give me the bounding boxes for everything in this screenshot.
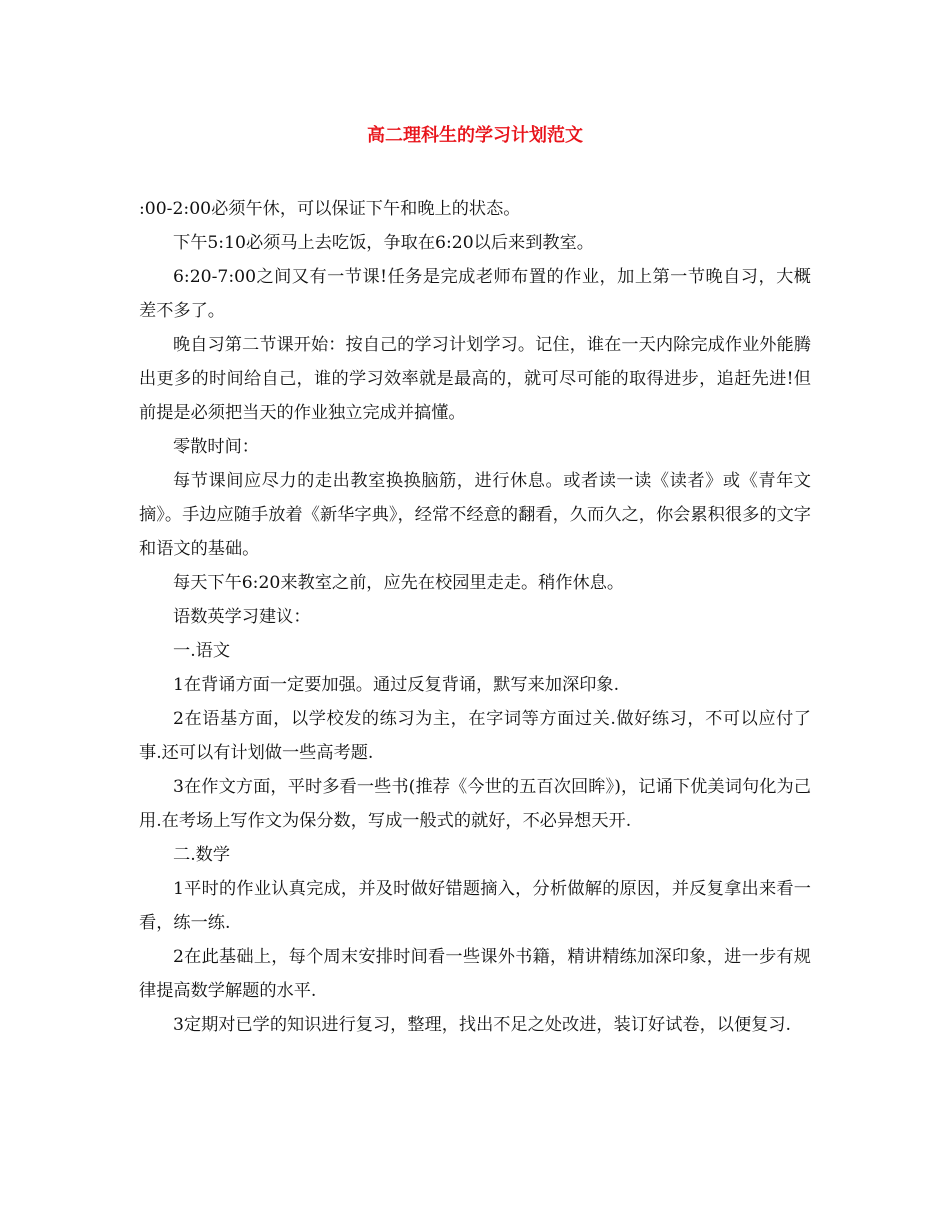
- paragraph: 6:20-7:00之间又有一节课!任务是完成老师布置的作业，加上第一节晚自习，大概差不多了。: [139, 267, 811, 321]
- paragraph: :00-2:00必须午休，可以保证下午和晚上的状态。: [139, 199, 521, 219]
- list-item: 3定期对已学的知识进行复习，整理，找出不足之处改进，装订好试卷，以便复习.: [173, 1015, 791, 1035]
- list-item: 1平时的作业认真完成，并及时做好错题摘入，分析做解的原因，并反复拿出来看一看，练一练.: [139, 879, 811, 933]
- section-heading: 语数英学习建议：: [173, 607, 311, 627]
- section-heading: 二.数学: [173, 845, 231, 865]
- paragraph: 下午5:10必须马上去吃饭，争取在6:20以后来到教室。: [173, 233, 594, 253]
- list-item: 1在背诵方面一定要加强。通过反复背诵，默写来加深印象.: [173, 675, 620, 695]
- list-item: 2在语基方面，以学校发的练习为主，在字词等方面过关.做好练习，不可以应付了事.还可以有计划做一些高考题.: [139, 709, 811, 763]
- paragraph: 晚自习第二节课开始：按自己的学习计划学习。记住，谁在一天内除完成作业外能腾出更多的时间给自己，谁的学习效率就是最高的，就可尽可能的取得进步，追赶先进!但前提是必须把当天的作业独立完成并搞懂。: [139, 335, 811, 423]
- document-title: 高二理科生的学习计划范文: [367, 125, 583, 146]
- list-item: 2在此基础上，每个周末安排时间看一些课外书籍，精讲精练加深印象，进一步有规律提高数学解题的水平.: [139, 947, 811, 1001]
- section-heading: 零散时间：: [173, 437, 259, 457]
- document-body: [139, 192, 811, 1042]
- paragraph: 每节课间应尽力的走出教室换换脑筋，进行休息。或者读一读《读者》或《青年文摘》。手边应随手放着《新华字典》，经常不经意的翻看，久而久之，你会累积很多的文字和语文的基础。: [139, 471, 811, 559]
- section-heading: 一.语文: [173, 641, 231, 661]
- paragraph: 每天下午6:20来教室之前，应先在校园里走走。稍作休息。: [173, 573, 625, 593]
- list-item: 3在作文方面，平时多看一些书(推荐《今世的五百次回眸》)，记诵下优美词句化为己用.在考场上写作文为保分数，写成一般式的就好，不必异想天开.: [139, 777, 811, 831]
